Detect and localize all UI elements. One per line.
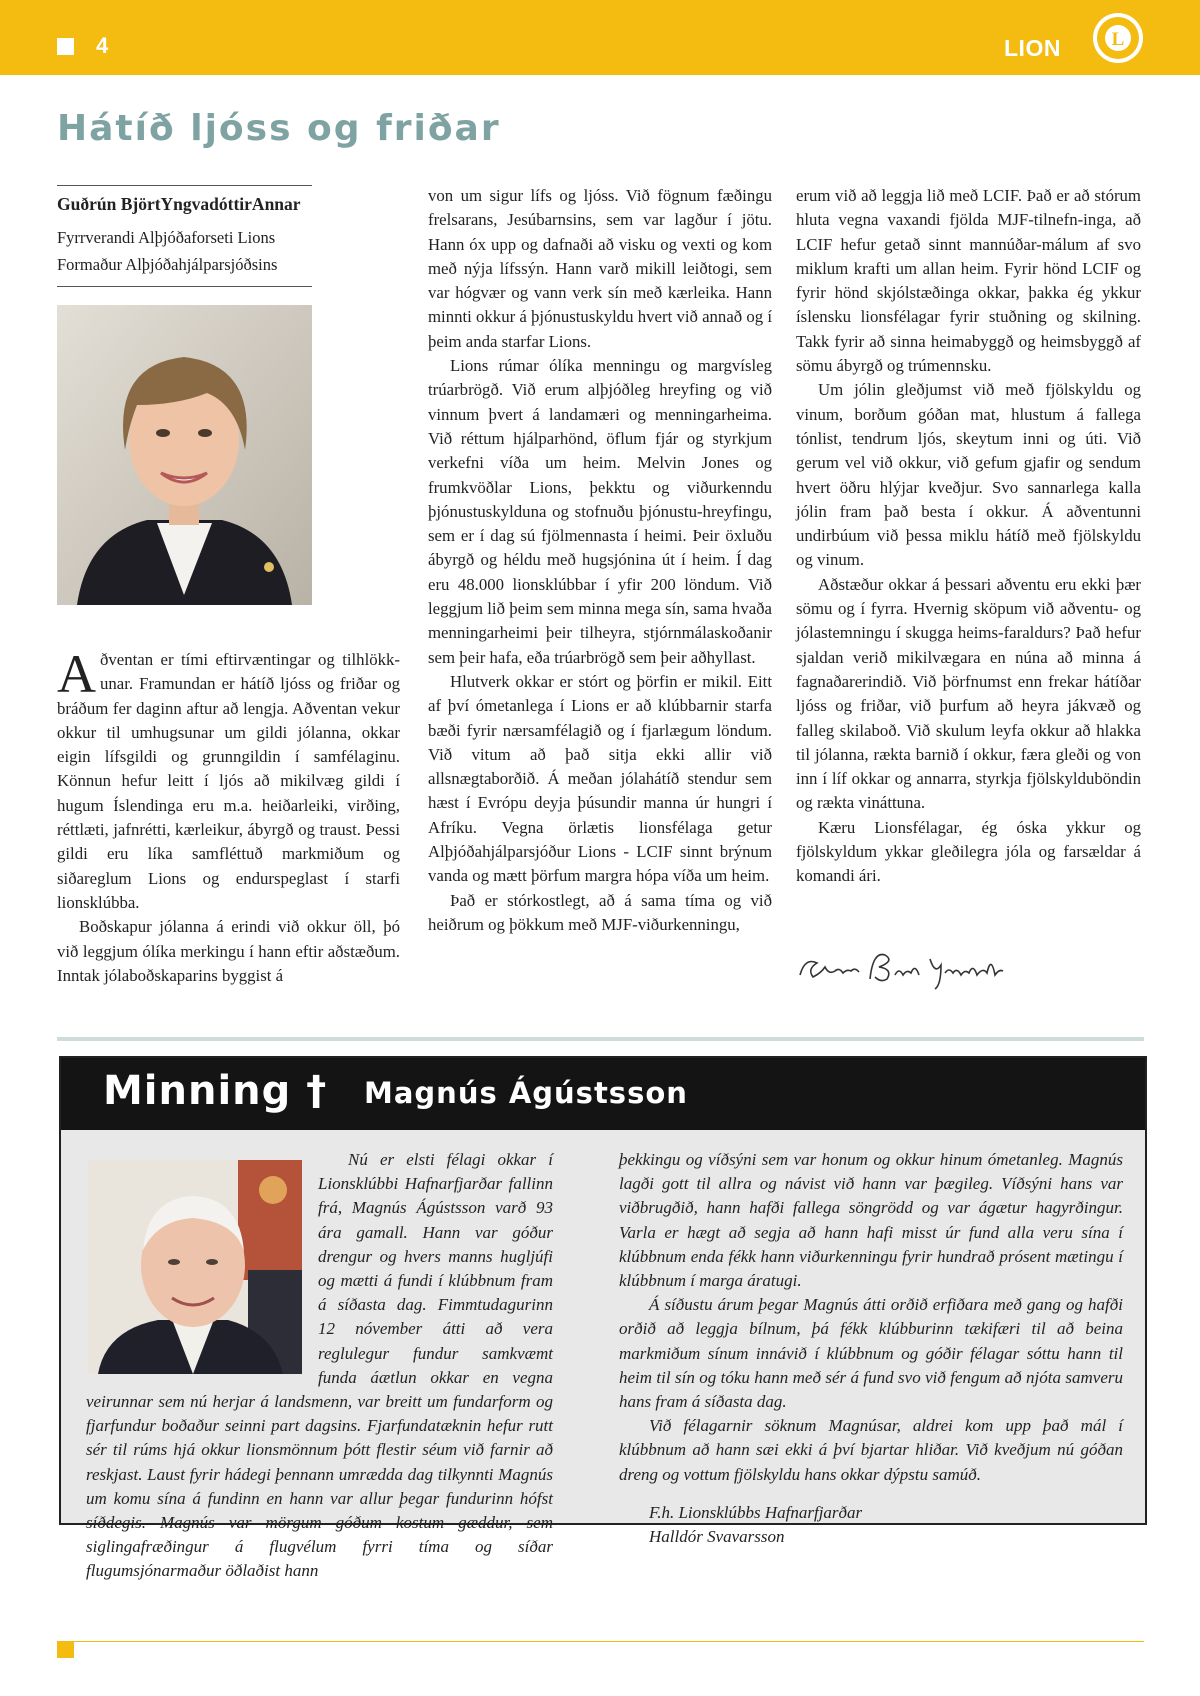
- memorial-paragraph: Við félagarnir söknum Magnúsar, aldrei kom upp það mál í klúbbnum að hann sæi ekki á því bjartar hliðar. Við kveðjum nú góðan dreng og vottum fjölskyldu hans okkar dýpstu samúð.: [619, 1416, 1123, 1484]
- memorial-paragraph: Á síðustu árum þegar Magnús átti orðið erfiðara með gang og hafði orðið að leggja bílnum, þá fékk klúbburinn tækifæri til að beina markmiðum sínum innávið í klúbbnum og góðir félagar sóttu hann til heim til sín og tóku hann með sér á fund svo við fengum að njóta samveru hans fram á síðasta dag.: [619, 1295, 1123, 1412]
- magazine-title: LION: [1004, 35, 1061, 61]
- header-square: [57, 38, 74, 55]
- footer-rule: [57, 1641, 1144, 1642]
- article-paragraph: Um jólin gleðjumst við með fjölskyldu og vinum, borðum góðan mat, hlustum á fallega tónlist, tendrum ljós, skeytum inni og úti. Við gerum vel við okkur, við gefum gjafir og sendum hvert öðru hlýjar kveðjur. Svo sannarlega kalla jólin fram það besta í okkur. Á aðventunni undirbúum við þessa miklu hátíð með fjölskyldu og vinum.: [796, 380, 1141, 570]
- article-paragraph: erum við að leggja lið með LCIF. Það er að stórum hluta vegna vaxandi fjölda MJF-tilnefn-inga, að LCIF hefur getað sinnt mannúðar-málum af svo miklum krafti um allan heim. Fyrir hönd LCIF og fyrir hönd skjólstæðinga okkar, þakka ég ykkur íslensku lionsfélagar fyrir stuðning og skilning. Takk fyrir að sinna heimabyggð og heimsbyggð af sömu ábyrgð og trúmennsku.: [796, 186, 1141, 376]
- article-paragraph: Hlutverk okkar er stórt og þörfin er mikil. Eitt af því ómetanlega í Lions er að klúbbarnir starfa bæði fyrir nærsamfélagið og í fjarlægum löndum. Við vitum að það sitja ekki allir við allsnægtaborðið. Á meðan jólahátíð stendur sem hæst í Evrópu deyja þúsundir manna úr hungri í Afríku. Vegna örlætis lionsfélaga getur Alþjóðahjálparsjóður Lions - LCIF sinnt brýnum vanda og mætt þörfum margra hópa víða um heim.: [428, 671, 772, 886]
- article-column-2: [428, 184, 772, 937]
- paragraph-text: ðventan er tími eftirvæntingar og tilhlökk-unar. Framundan er hátíð ljóss og friðar og bráðum fer daginn aftur að lengja. Aðventan vekur okkur til umhugsunar um gildi jólanna, okkar eigin lífsgildi og grunngildin í samfélaginu. Könnun hefur leitt í ljós að mikilvæg gildi í hugum Íslendinga eru m.a. heiðarleiki, virðing, réttlæti, jafnrétti, kærleikur, ábyrgð og traust. Þessi gildi eru líka samfléttuð markmiðum og siðareglum Lions og endurspeglast í starfi lionsklúbba.: [57, 650, 400, 912]
- svg-text:L: L: [1111, 29, 1125, 50]
- article-paragraph: [57, 644, 400, 915]
- lions-logo-icon: [1092, 12, 1144, 64]
- author-portrait: [57, 305, 312, 605]
- divider: [57, 286, 312, 287]
- author-name: Guðrún BjörtYngvadóttirAnnar: [57, 194, 301, 214]
- page-number: 4: [96, 33, 109, 58]
- author-signature: [795, 945, 1005, 990]
- article-column-3: [796, 184, 1141, 889]
- article-paragraph: Það er stórkostlegt, að á sama tíma og við heiðrum og þökkum með MJF-viðurkenningu,: [428, 890, 772, 934]
- memorial-header: [61, 1058, 1145, 1130]
- drop-cap: A: [57, 644, 96, 704]
- section-divider: [57, 1037, 1144, 1041]
- author-role: Fyrrverandi Alþjóðaforseti Lions: [57, 228, 276, 247]
- article-title: Hátíð ljóss og friðar: [57, 108, 501, 149]
- footer-square: [57, 1641, 74, 1658]
- signoff-name: Halldór Svavarsson: [649, 1527, 785, 1547]
- memorial-signoff: [619, 1501, 1123, 1549]
- memorial-column-2: [619, 1148, 1123, 1549]
- portrait-spacer: [86, 1148, 318, 1378]
- signoff-org: F.h. Lionsklúbbs Hafnarfjarðar: [649, 1502, 863, 1522]
- article-paragraph: Aðstæður okkar á þessari aðventu eru ekki þær sömu og í fyrra. Hvernig sköpum við aðventu- og jólastemningu í skugga heims-faraldurs? Það hefur sjaldan verið mikilvægara en núna að minna á fagnaðarerindið. Við þörfnumst enn frekar hátíðar ljóss og friðar, við þurfum að heyra jákvæð og falleg skilaboð. Við skulum leyfa okkur að hlakka til jólanna, rækta barnið í okkur, færa gleði og von inn í líf okkar og annarra, styrkja fjölskylduböndin og rækta vináttuna.: [796, 574, 1141, 813]
- memorial-paragraph: þekkingu og víðsýni sem var honum og okkur hinum ómetanleg. Magnús lagði gott til allra og návist við hann var þægileg. Víðsýni hans var viðbrugðið, hann hafði fallega söngrödd og var ágætur hagyrðingur. Varla er hægt að segja að hann hafi misst úr fund alla veru sína í klúbbnum enda fékk hann viðurkenningu fyrir hundrað prósent mætingu í klúbbnum í marga áratugi.: [619, 1150, 1123, 1291]
- memorial-name: Magnús Ágústsson: [364, 1076, 688, 1110]
- article-paragraph: Boðskapur jólanna á erindi við okkur öll, þó við leggjum ólíka merkingu í hann eftir aðstæðum. Inntak jólaboðskaparins byggist á: [57, 917, 400, 985]
- divider: [57, 185, 312, 186]
- memorial-column-1: [86, 1148, 553, 1584]
- article-paragraph: von um sigur lífs og ljóss. Við fögnum fæðingu frelsarans, Jesúbarnsins, sem var lagður í jötu. Hann óx upp og dafnaði að visku og vexti og kom með nýja lífssýn. Hann varð mikill leiðtogi, sem var hógvær og vann verk sín með kærleika. Hann minnti okkur á þjónustuskyldu hvert við annað og í þeim anda starfar Lions.: [428, 186, 772, 351]
- byline: [57, 185, 312, 287]
- article-paragraph: Lions rúmar ólíka menningu og margvísleg trúarbrögð. Við erum alþjóðleg hreyfing og við vinnum þvert á landamæri og menningarheima. Við réttum hjálparhönd, öflum fjár og styrkjum verkefni víða um heim. Melvin Jones og frumkvöðlar Lions, þekktu og viðurkenndu þjónustuskylduna og stofnuðu þjónustu-hreyfingu, sem er í dag sú fjölmennasta í heimi. Þeir öxluðu ábyrgð og héldu með hugsjónina út í heim. Í dag eru 48.000 lionsklúbbar í yfir 200 löndum. Við leggjum lið þeim sem minna mega sín, sama hvaða menningarheimi þeir tilheyra, stjórnmálaskoðanir sem þeir hafa, eða trúarbrögð sem þeir aðhyllast.: [428, 356, 772, 667]
- author-role: Formaður Alþjóðahjálparsjóðsins: [57, 255, 278, 274]
- header-bar: [0, 0, 1200, 75]
- memorial-box: [59, 1056, 1147, 1581]
- memorial-paragraph: Nú er elsti félagi okkar í Lionsklúbbi Hafnarfjarðar fallinn frá, Magnús Ágústsson varð 93 ára gamall. Hann var góður drengur og hvers manns hugljúfi og mætti á fundi í klúbbnum fram á síðasta dag. Fimmtudagurinn 12 nóvember átti að vera reglulegur fundur samkvæmt funda áætlun okkar en vegna veirunnar sem nú herjar á landsmenn, var breitt um fundarform og fjarfundur boðaður seinni part dagsins. Fjarfundatæknin hefur rutt sér til rúms hjá okkur lionsmönnum þótt flestir séum við farnir að reskjast. Laust fyrir hádegi þennann umrædda dag tilkynnti Magnús um komu sína á fundinn en hann var allur þegar fundurinn hófst síðdegis. Magnús var mörgum góðum kostum gæddur, sem siglingafræðingur á flugvélum fyrri tíma og síðar flugumsjónarmaður öðlaðist hann: [86, 1150, 553, 1581]
- article-paragraph: Kæru Lionsfélagar, ég óska ykkur og fjölskyldum ykkar gleðilegra jóla og farsældar á komandi ári.: [796, 817, 1141, 886]
- article-column-1: [57, 644, 400, 988]
- memorial-title: Minning †: [103, 1068, 328, 1114]
